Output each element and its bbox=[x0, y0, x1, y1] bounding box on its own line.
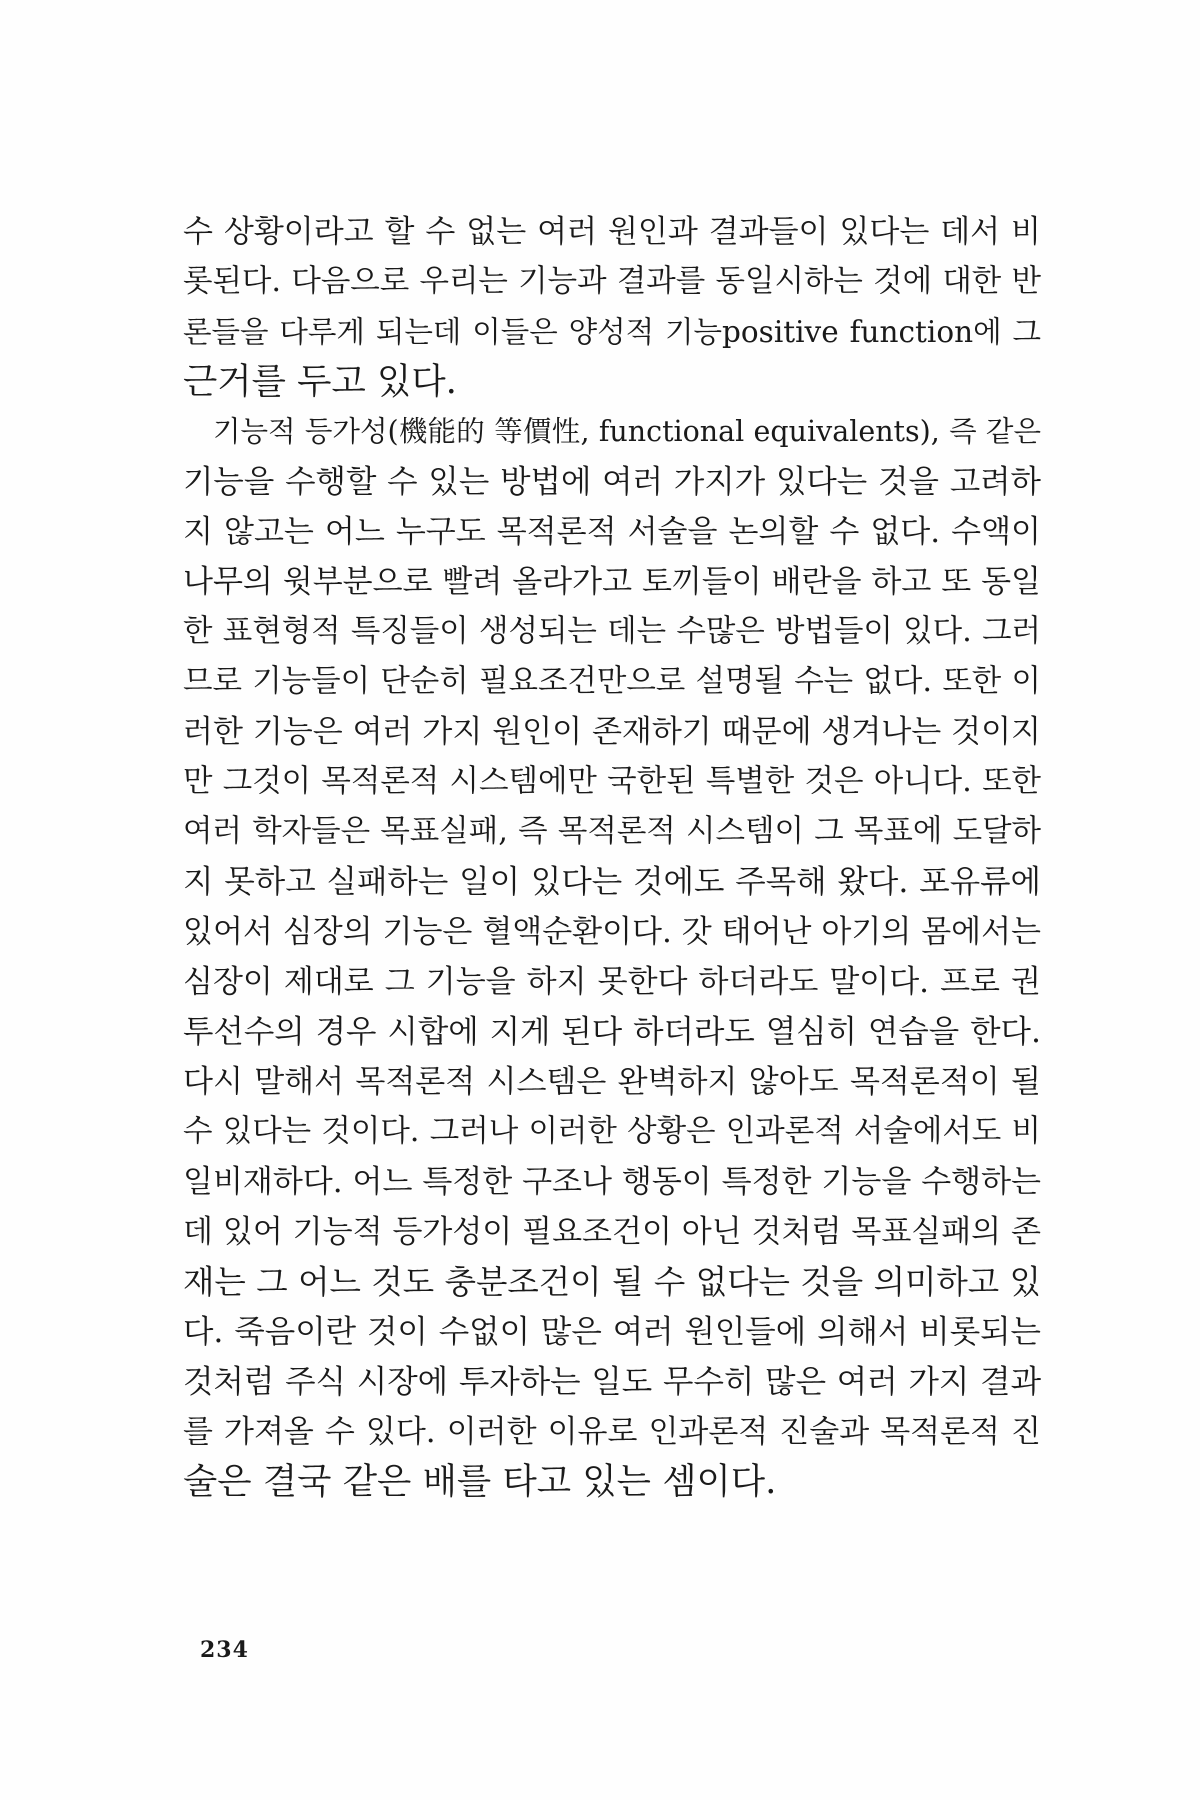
text-line: 를 가져올 수 있다. 이러한 이유로 인과론적 진술과 목적론적 진 bbox=[183, 1414, 1041, 1450]
text-line: 데 있어 기능적 등가성이 필요조건이 아닌 것처럼 목표실패의 존 bbox=[183, 1214, 1041, 1250]
text-line: 술은 결국 같은 배를 타고 있는 셈이다. bbox=[183, 1461, 777, 1502]
text-line: 여러 학자들은 목표실패, 즉 목적론적 시스템이 그 목표에 도달하 bbox=[183, 814, 1041, 849]
text-line: 지 못하고 실패하는 일이 있다는 것에도 주목해 왔다. 포유류에 bbox=[183, 864, 1041, 900]
text-line: 재는 그 어느 것도 충분조건이 될 수 없다는 것을 의미하고 있 bbox=[183, 1263, 1041, 1301]
text-line: 기능적 등가성(機能的 等價性, functional equivalents), 즉 같은 bbox=[213, 415, 1041, 448]
text-line: 므로 기능들이 단순히 필요조건만으로 설명될 수는 없다. 또한 이 bbox=[183, 664, 1041, 699]
text-line: 나무의 윗부분으로 빨려 올라가고 토끼들이 배란을 하고 또 동일 bbox=[183, 564, 1041, 600]
text-line: 만 그것이 목적론적 시스템에만 국한된 특별한 것은 아니다. 또한 bbox=[183, 764, 1041, 799]
text-line: 것처럼 주식 시장에 투자하는 일도 무수히 많은 여러 가지 결과 bbox=[183, 1364, 1041, 1400]
text-line: 심장이 제대로 그 기능을 하지 못한다 하더라도 말이다. 프로 권 bbox=[183, 964, 1041, 1000]
body-text bbox=[183, 207, 1041, 1507]
text-line: 근거를 두고 있다. bbox=[183, 361, 457, 402]
text-line: 기능을 수행할 수 있는 방법에 여러 가지가 있다는 것을 고려하 bbox=[183, 464, 1041, 500]
text-line: 론들을 다루게 되는데 이들은 양성적 기능positive function에 그 bbox=[183, 315, 1041, 349]
text-line: 다. 죽음이란 것이 수없이 많은 여러 원인들에 의해서 비롯되는 bbox=[183, 1314, 1041, 1350]
text-line: 수 있다는 것이다. 그러나 이러한 상황은 인과론적 서술에서도 비 bbox=[183, 1114, 1041, 1149]
text-line: 있어서 심장의 기능은 혈액순환이다. 갓 태어난 아기의 몸에서는 bbox=[183, 914, 1041, 950]
text-line: 투선수의 경우 시합에 지게 된다 하더라도 열심히 연습을 한다. bbox=[183, 1014, 1041, 1050]
page-number: 234 bbox=[200, 1637, 249, 1663]
text-line: 일비재하다. 어느 특정한 구조나 행동이 특정한 기능을 수행하는 bbox=[183, 1164, 1041, 1200]
text-line: 롯된다. 다음으로 우리는 기능과 결과를 동일시하는 것에 대한 반 bbox=[183, 264, 1041, 299]
text-line: 수 상황이라고 할 수 없는 여러 원인과 결과들이 있다는 데서 비 bbox=[183, 214, 1041, 250]
text-line: 러한 기능은 여러 가지 원인이 존재하기 때문에 생겨나는 것이지 bbox=[183, 714, 1041, 750]
text-line: 지 않고는 어느 누구도 목적론적 서술을 논의할 수 없다. 수액이 bbox=[183, 514, 1041, 550]
text-line: 한 표현형적 특징들이 생성되는 데는 수많은 방법들이 있다. 그러 bbox=[183, 614, 1041, 649]
text-line: 다시 말해서 목적론적 시스템은 완벽하지 않아도 목적론적이 될 bbox=[183, 1064, 1041, 1100]
